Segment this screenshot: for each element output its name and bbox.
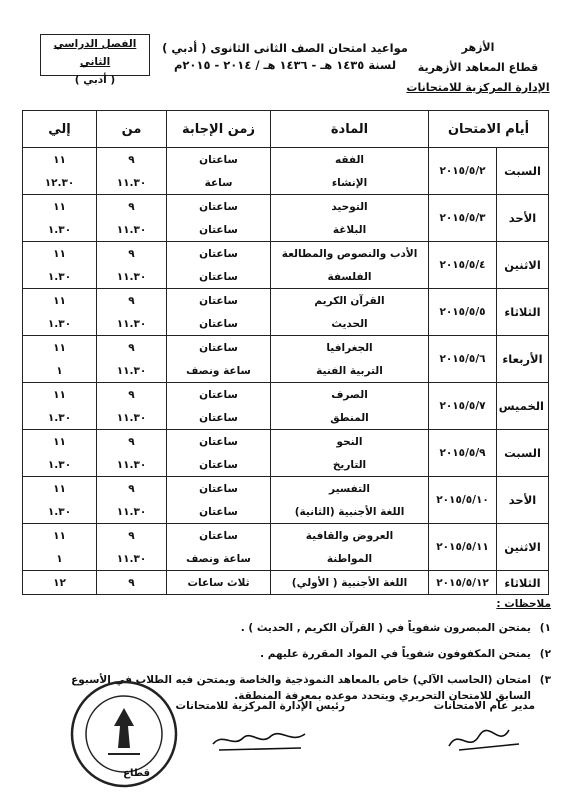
term-box [40, 34, 150, 86]
cell-to: ١٢.٣٠ [23, 171, 97, 195]
cell-duration: ساعتان [167, 289, 271, 313]
official-seal-icon [68, 678, 180, 790]
cell-to: ١١ [23, 383, 97, 407]
cell-from: ٩ [97, 148, 167, 172]
cell-date: ٢٠١٥/٥/٧ [429, 383, 497, 430]
cell-date: ٢٠١٥/٥/٣ [429, 195, 497, 242]
cell-from: ٩ [97, 430, 167, 454]
org-sector: قطاع المعاهد الأزهرية [417, 61, 539, 74]
header-to: إلي [23, 111, 97, 148]
table-row [23, 477, 549, 501]
cell-to: ١١ [23, 195, 97, 219]
cell-subject: الصرف [271, 383, 429, 407]
organization-header [403, 38, 553, 98]
cell-subject: المواطنة [271, 547, 429, 571]
cell-day: الأربعاء [497, 336, 549, 383]
cell-subject: المنطق [271, 406, 429, 430]
table-row [23, 289, 549, 313]
org-exams-admin: الإدارة المركزية للامتحانات [406, 81, 550, 94]
signature-admin-head [176, 700, 345, 761]
cell-duration: ساعتان [167, 265, 271, 289]
org-azhar: الأزهر [461, 41, 495, 54]
term-branch: ( أدبي ) [74, 74, 116, 86]
cell-to: ١.٣٠ [23, 312, 97, 336]
cell-from: ١١.٣٠ [97, 500, 167, 524]
cell-from: ٩ [97, 289, 167, 313]
signature-title-admin-head: رئيس الإدارة المركزية للامتحانات [175, 700, 345, 712]
cell-subject: القرآن الكريم [271, 289, 429, 313]
cell-subject: الأدب والنصوص والمطالعة [271, 242, 429, 266]
cell-duration: ساعتان [167, 524, 271, 548]
table-row [23, 195, 549, 219]
cell-to: ١١ [23, 336, 97, 360]
cell-date: ٢٠١٥/٥/٩ [429, 430, 497, 477]
cell-to: ١.٣٠ [23, 406, 97, 430]
table-header-row [23, 111, 549, 148]
cell-from: ٩ [97, 195, 167, 219]
note-number: ٢) [539, 648, 551, 660]
cell-from: ١١.٣٠ [97, 359, 167, 383]
cell-subject: التفسير [271, 477, 429, 501]
cell-duration: ساعتان [167, 453, 271, 477]
note-item [31, 646, 551, 662]
cell-subject: الإنشاء [271, 171, 429, 195]
cell-duration: ساعتان [167, 242, 271, 266]
cell-duration: ساعتان [167, 195, 271, 219]
cell-to: ١ [23, 547, 97, 571]
cell-to: ١.٣٠ [23, 500, 97, 524]
note-item [31, 620, 551, 636]
cell-subject: الجغرافيا [271, 336, 429, 360]
signature-exam-director [434, 700, 535, 761]
cell-duration: ساعة ونصف [167, 359, 271, 383]
stamp-text: قطاع [123, 768, 150, 779]
cell-duration: ساعتان [167, 312, 271, 336]
cell-to: ١١ [23, 148, 97, 172]
table-row [23, 430, 549, 454]
schedule-table [22, 110, 549, 595]
cell-day: الاثنين [497, 524, 549, 571]
table-row [23, 148, 549, 172]
cell-to: ١١ [23, 242, 97, 266]
cell-to: ١.٣٠ [23, 218, 97, 242]
cell-subject: العروض والقافية [271, 524, 429, 548]
cell-duration: ساعتان [167, 218, 271, 242]
cell-from: ١١.٣٠ [97, 218, 167, 242]
cell-day: الأحد [497, 477, 549, 524]
cell-subject: التاريخ [271, 453, 429, 477]
cell-to: ١.٣٠ [23, 453, 97, 477]
cell-from: ١١.٣٠ [97, 312, 167, 336]
header-subject: المادة [271, 111, 429, 148]
cell-subject: التوحيد [271, 195, 429, 219]
table-row [23, 336, 549, 360]
schedule-title [150, 40, 420, 74]
table-row [23, 242, 549, 266]
cell-from: ٩ [97, 571, 167, 595]
cell-date: ٢٠١٥/٥/٤ [429, 242, 497, 289]
cell-to: ١١ [23, 524, 97, 548]
note-text: امتحان (الحاسب الآلي) خاص بالمعاهد النموذجية والخاصة ويمتحن فيه الطلاب في الأسبوع السابق للامتحان التحريري ويتحدد موعده بمعرفة المنطقة. [71, 674, 531, 702]
cell-duration: ساعة ونصف [167, 547, 271, 571]
note-text: يمتحن المكفوفون شفوياً في المواد المقررة عليهم . [260, 648, 531, 660]
cell-to: ١١ [23, 430, 97, 454]
cell-from: ١١.٣٠ [97, 547, 167, 571]
cell-date: ٢٠١٥/٥/١٠ [429, 477, 497, 524]
cell-from: ٩ [97, 477, 167, 501]
header-duration: زمن الإجابة [167, 111, 271, 148]
cell-from: ١١.٣٠ [97, 265, 167, 289]
handwritten-signature-icon [205, 718, 315, 758]
cell-from: ٩ [97, 524, 167, 548]
table-row [23, 383, 549, 407]
cell-date: ٢٠١٥/٥/١١ [429, 524, 497, 571]
handwritten-signature-icon [439, 718, 529, 758]
cell-to: ١ [23, 359, 97, 383]
cell-from: ٩ [97, 242, 167, 266]
cell-from: ١١.٣٠ [97, 406, 167, 430]
notes-title: ملاحظات : [496, 598, 551, 610]
cell-subject: النحو [271, 430, 429, 454]
cell-subject: التربية الفنية [271, 359, 429, 383]
cell-duration: ثلاث ساعات [167, 571, 271, 595]
cell-day: الأحد [497, 195, 549, 242]
cell-from: ١١.٣٠ [97, 171, 167, 195]
cell-day: السبت [497, 430, 549, 477]
cell-duration: ساعتان [167, 383, 271, 407]
cell-duration: ساعتان [167, 336, 271, 360]
cell-from: ٩ [97, 383, 167, 407]
cell-subject: الفقه [271, 148, 429, 172]
cell-duration: ساعتان [167, 430, 271, 454]
cell-subject: اللغة الأجنبية ( الأولي) [271, 571, 429, 595]
title-line-1: مواعيد امتحان الصف الثانى الثانوى ( أدبي ) [162, 41, 408, 55]
cell-date: ٢٠١٥/٥/٥ [429, 289, 497, 336]
term-name: الفصل الدراسي الثاني [53, 38, 137, 68]
cell-from: ٩ [97, 336, 167, 360]
cell-subject: البلاغة [271, 218, 429, 242]
cell-day: الخميس [497, 383, 549, 430]
table-row [23, 524, 549, 548]
cell-to: ١١ [23, 477, 97, 501]
cell-duration: ساعتان [167, 477, 271, 501]
cell-duration: ساعة [167, 171, 271, 195]
cell-subject: الحديث [271, 312, 429, 336]
cell-duration: ساعتان [167, 148, 271, 172]
cell-to: ١.٣٠ [23, 265, 97, 289]
cell-to: ١٢ [23, 571, 97, 595]
note-number: ٣) [539, 674, 551, 686]
cell-duration: ساعتان [167, 406, 271, 430]
signature-title-exam-director: مدير عام الامتحانات [433, 700, 535, 712]
cell-subject: اللغة الأجنبية (الثانية) [271, 500, 429, 524]
note-text: يمتحن المبصرون شفوياً في ( القرآن الكريم , الحديث ) . [240, 622, 531, 634]
cell-date: ٢٠١٥/٥/٦ [429, 336, 497, 383]
title-line-2: لسنة ١٤٣٥ هـ - ١٤٣٦ هـ / ٢٠١٤ - ٢٠١٥م [173, 58, 397, 72]
cell-day: الثلاثاء [497, 571, 549, 595]
cell-day: الاثنين [497, 242, 549, 289]
cell-to: ١١ [23, 289, 97, 313]
cell-date: ٢٠١٥/٥/١٢ [429, 571, 497, 595]
cell-day: السبت [497, 148, 549, 195]
cell-subject: الفلسفة [271, 265, 429, 289]
cell-day: الثلاثاء [497, 289, 549, 336]
cell-duration: ساعتان [167, 500, 271, 524]
header-from: من [97, 111, 167, 148]
cell-date: ٢٠١٥/٥/٢ [429, 148, 497, 195]
header-days: أيام الامتحان [429, 111, 549, 148]
cell-from: ١١.٣٠ [97, 453, 167, 477]
note-number: ١) [539, 622, 551, 634]
table-row [23, 571, 549, 595]
